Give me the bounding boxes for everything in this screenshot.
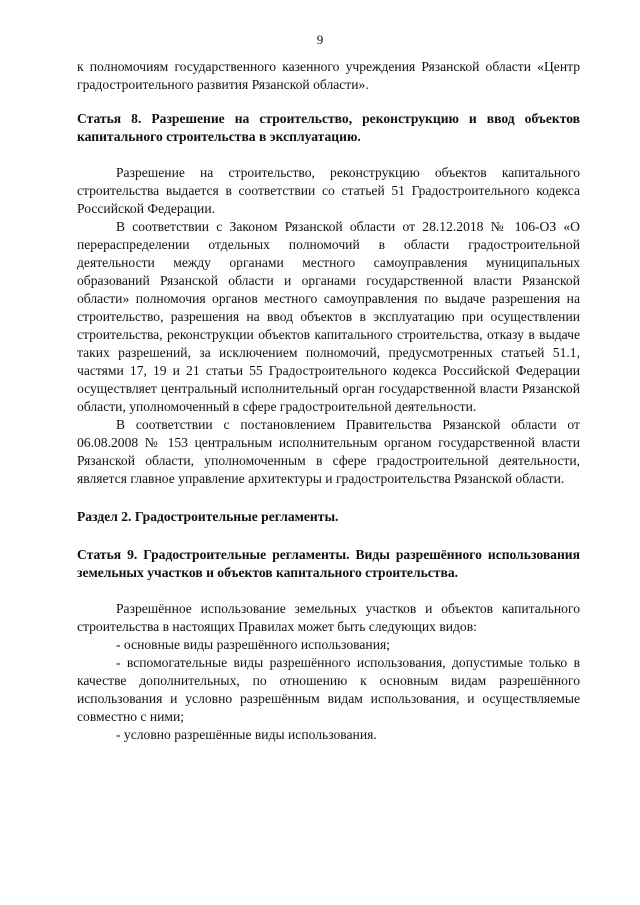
article-8-paragraph-2: В соответствии с Законом Рязанской области от 28.12.2018 № 106-ОЗ «О перераспределении отдельных полномочий в области градостроительной деятельности между органами местного самоуправления муниципальных образований Рязанской области и органами государственной власти Рязанской области» полномочия органов местного самоуправления по выдаче разрешения на строительство, разрешения на ввод объектов в эксплуатацию при осуществлении строительства, реконструкции объектов капитального строительства, отказу в выдаче таких разрешений, за исключением полномочий, предусмотренных статьей 51.1, частями 17, 19 и 21 статьи 55 Градостроительного кодекса Российской Федерации осуществляет центральный исполнительный орган государственной власти Рязанской области, уполномоченный в сфере градостроительной деятельности. [77, 219, 580, 414]
article-9-paragraph-1: Разрешённое использование земельных участков и объектов капитального строительства в настоящих Правилах может быть следующих видов: [77, 601, 580, 634]
intro-paragraph: к полномочиям государственного казенного учреждения Рязанской области «Центр градостроительного развития Рязанской области». [77, 59, 580, 92]
article-8-heading: Статья 8. Разрешение на строительство, реконструкцию и ввод объектов капитального строительства в эксплуатацию. [77, 111, 580, 144]
article-8-paragraph-1: Разрешение на строительство, реконструкцию объектов капитального строительства выдается в соответствии со статьей 51 Градостроительного кодекса Российской Федерации. [77, 165, 580, 216]
article-9-heading: Статья 9. Градостроительные регламенты. Виды разрешённого использования земельных участков и объектов капитального строительства. [77, 547, 580, 580]
list-item-auxiliary-uses: - вспомогательные виды разрешённого использования, допустимые только в качестве дополнительных, по отношению к основным видам разрешённого использования и условно разрешённым видам использования, и осуществляемые совместно с ними; [77, 655, 580, 724]
page-number: 9 [316, 32, 324, 47]
list-item-conditional-uses: - условно разрешённые виды использования. [116, 727, 377, 742]
article-8-paragraph-3: В соответствии с постановлением Правительства Рязанской области от 06.08.2008 № 153 центральным исполнительным органом государственной власти Рязанской области, уполномоченным в сфере градостроительной деятельности, является главное управление архитектуры и градостроительства Рязанской области. [77, 417, 580, 486]
page-content [77, 58, 580, 744]
section-2-heading: Раздел 2. Градостроительные регламенты. [77, 509, 339, 524]
list-item-main-uses: - основные виды разрешённого использования; [116, 637, 390, 652]
